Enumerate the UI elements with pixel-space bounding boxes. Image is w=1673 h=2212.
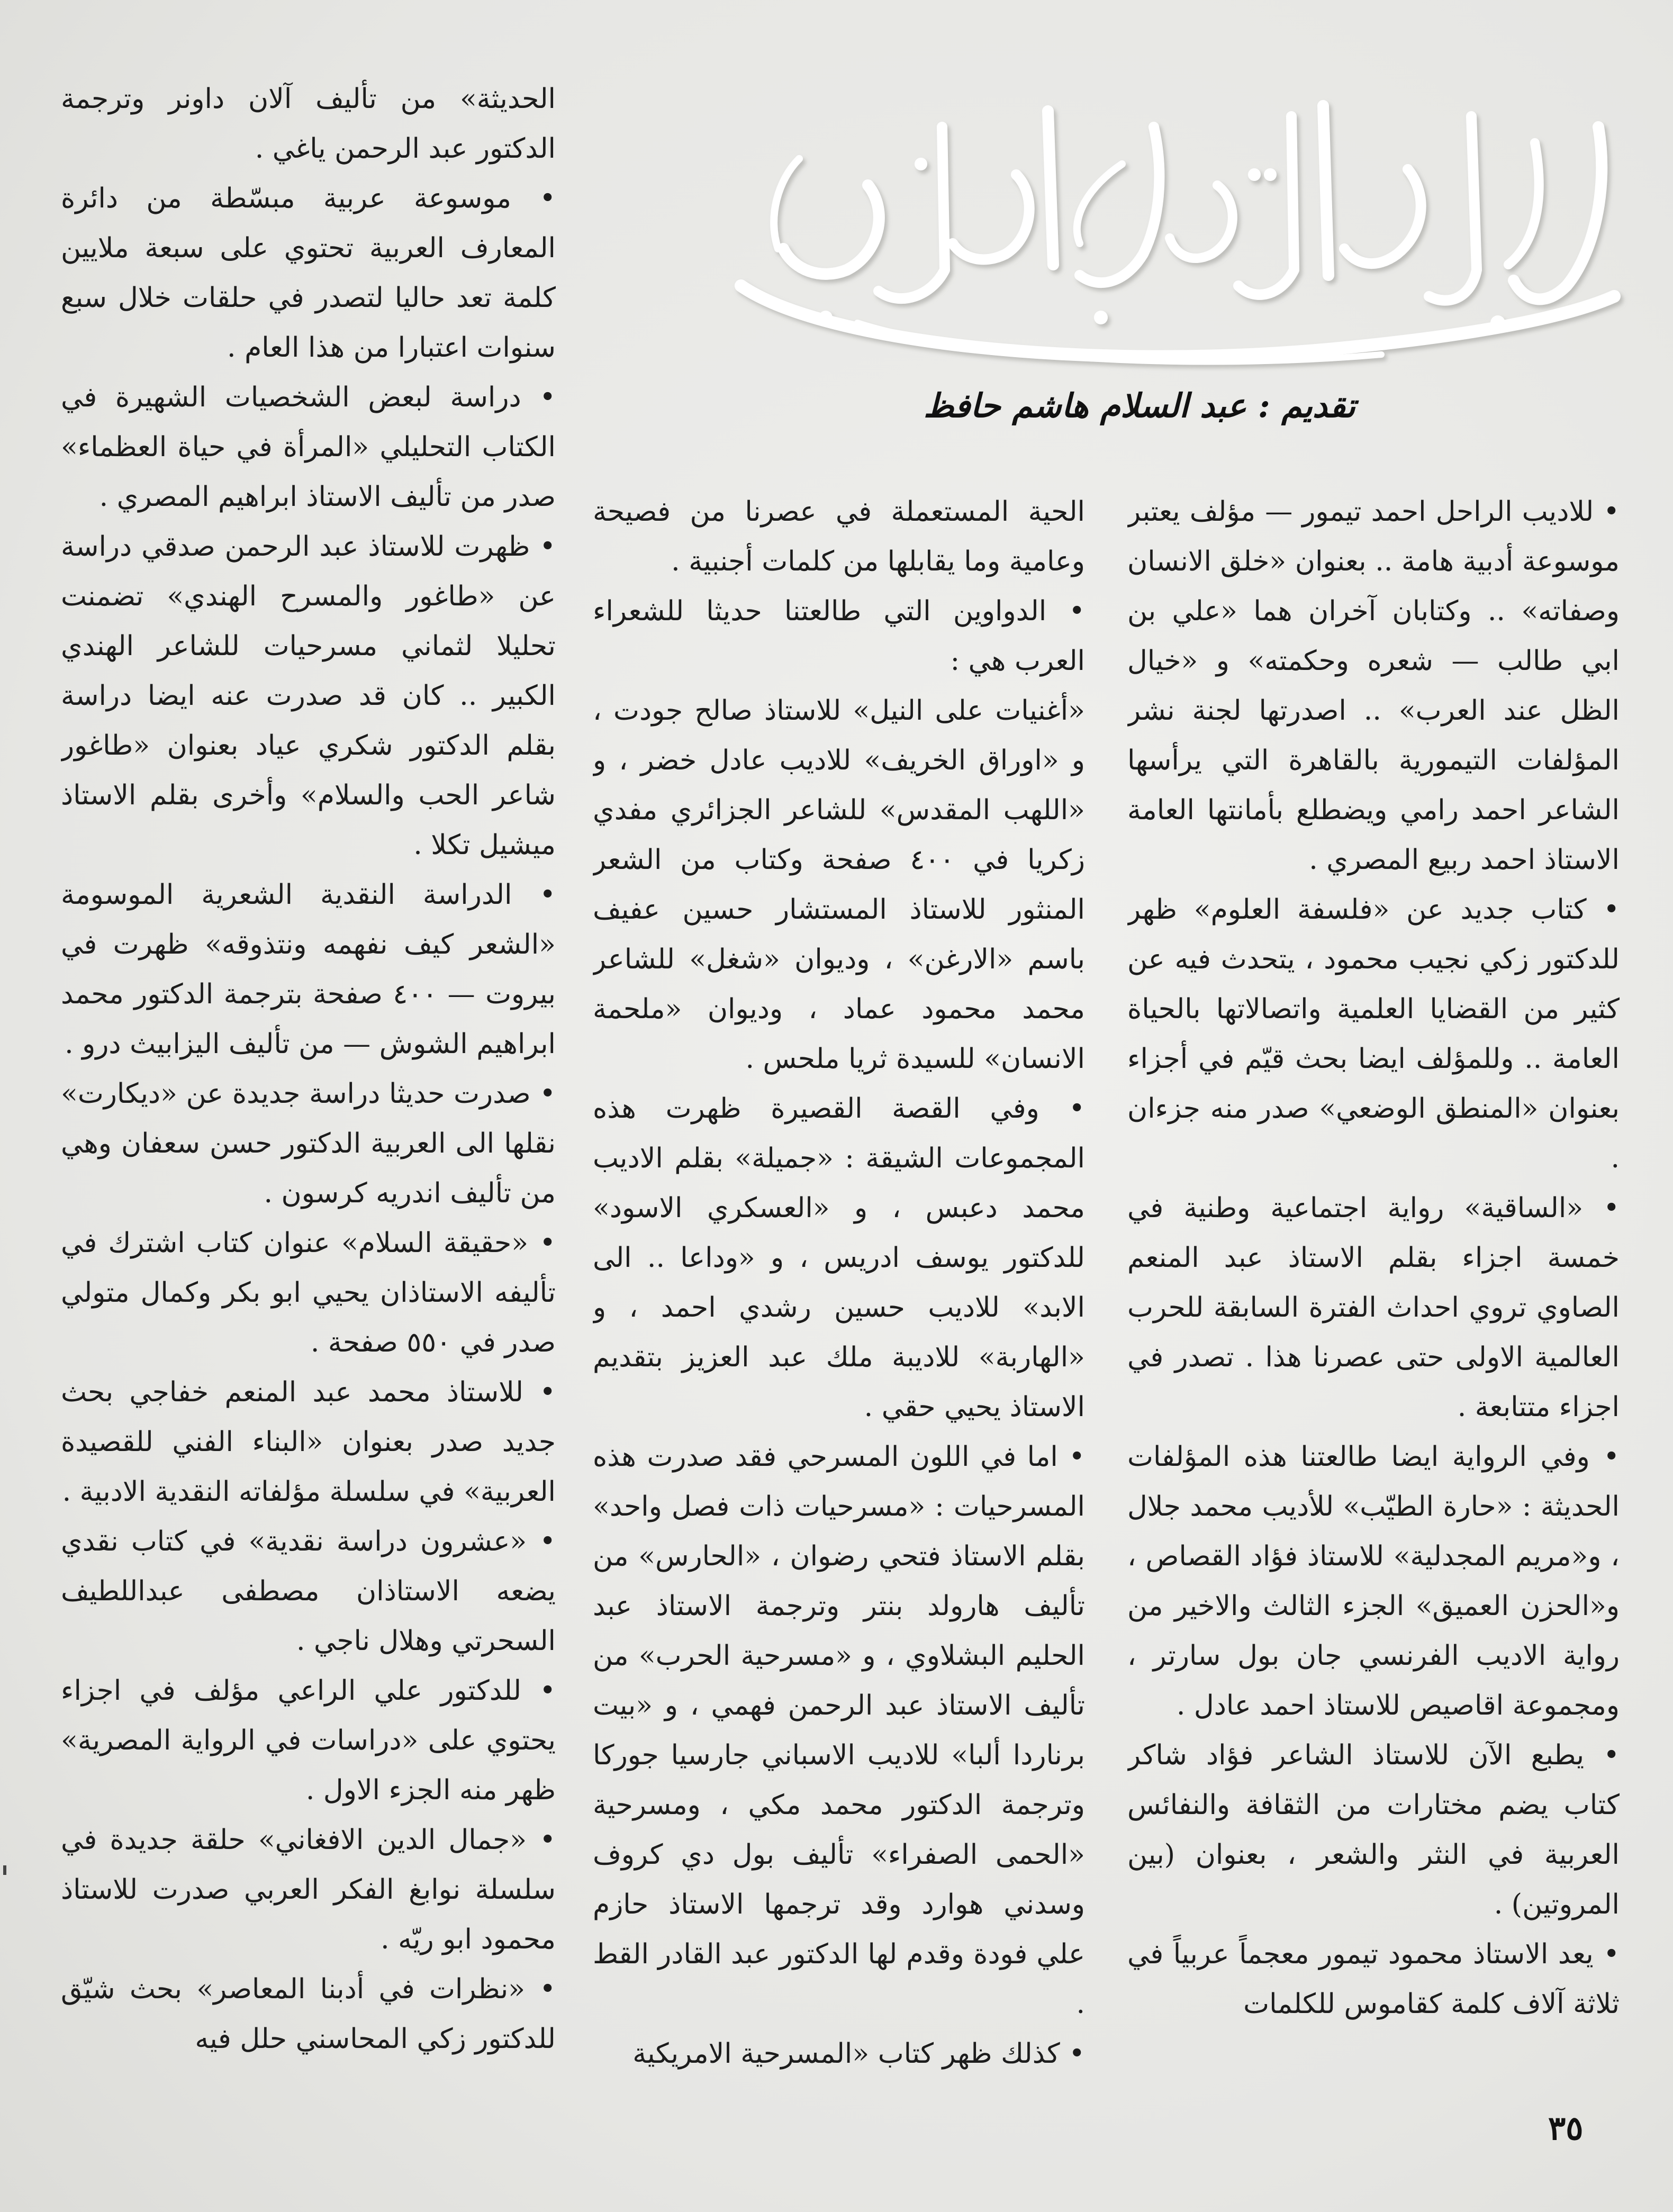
calligraphy-stroke: [774, 159, 799, 249]
calligraphy-dot: [1248, 168, 1261, 181]
news-item: • كتاب جديد عن «فلسفة العلوم» ظهر للدكتور زكي نجيب محمود ، يتحدث فيه عن كثير من القضايا العلمية واتصالاتها بالحياة العامة .. وللمؤلف ايضا بحث قيّم في أجزاء بعنوان «المنطق الوضعي» صدر منه جزءان .: [1127, 894, 1620, 1174]
calligraphy-stroke: [953, 175, 1029, 259]
news-item: • للاستاذ محمد عبد المنعم خفاجي بحث جديد صدر بعنوان «البناء الفني للقصيدة العربية» في سلسلة مؤلفاته النقدية الادبية .: [61, 1376, 556, 1508]
news-item: • وفي الرواية ايضا طالعتنا هذه المؤلفات الحديثة : «حارة الطيّب» للأديب محمد جلال ، و«مريم المجدلية» للاستاذ فؤاد القصاص ، و«الحزن العميق» الجزء الثالث والاخير من رواية الاديب الفرنسي جان بول سارتر ، ومجموعة اقاصيص للاستاذ احمد عادل .: [1127, 1441, 1620, 1721]
news-item: الحديثة» من تأليف آلان داونر وترجمة الدكتور عبد الرحمن ياغي .: [61, 83, 556, 165]
news-item: • «جمال الدين الافغاني» حلقة جديدة في سلسلة نوابغ الفكر العربي صدرت للاستاذ محمود ابو ريّه .: [61, 1824, 556, 1955]
news-item: • الدراسة النقدية الشعرية الموسومة «الشعر كيف نفهمه ونتذوقه» ظهرت في بيروت — ٤٠٠ صفحة بترجمة الدكتور محمد ابراهيم الشوش — من تأليف اليزابيث درو .: [61, 879, 556, 1060]
news-item: • «حقيقة السلام» عنوان كتاب اشترك في تأليفه الاستاذان يحيي ابو بكر وكمال متولي صدر في ٥٥٠ صفحة .: [61, 1227, 556, 1358]
news-item: • موسوعة عربية مبسّطة من دائرة المعارف العربية تحتوي على سبعة ملايين كلمة تعد حاليا لتصدر في حلقات خلال سبع سنوات اعتبارا من هذا العام .: [61, 183, 556, 364]
calligraphy-stroke: [1077, 164, 1122, 243]
column-right: [1127, 487, 1620, 2096]
news-item: • للدكتور علي الراعي مؤلف في اجزاء يحتوي على «دراسات في الرواية المصرية» ظهر منه الجزء الاول .: [61, 1675, 556, 1806]
news-item: • الدواوين التي طالعتنا حديثا للشعراء العرب هي :: [593, 595, 1085, 677]
news-item: • ظهرت للاستاذ عبد الرحمن صدقي دراسة عن «طاغور والمسرح الهندي» تضمنت تحليلا لثماني مسرحيات للشاعر الهندي الكبير .. كان قد صدرت عنه ايضا دراسة بقلم الدكتور شكري عياد بعنوان «طاغور شاعر الحب والسلام» وأخرى بقلم الاستاذ ميشيل تكلا .: [61, 531, 556, 861]
news-item: • «نظرات في أدبنا المعاصر» بحث شيّق للدكتور زكي المحاسني حلل فيه: [61, 1973, 556, 2055]
calligraphy-dot: [819, 311, 833, 324]
news-item: • يطبع الآن للاستاذ الشاعر فؤاد شاكر كتاب يضم مختارات من الثقافة والنفائس العربية في النثر والشعر ، بعنوان (بين المروتين) .: [1127, 1739, 1620, 1920]
calligraphy-stroke: [1323, 106, 1328, 275]
column-middle: [593, 487, 1085, 2096]
calligraphy-stroke: [1170, 185, 1233, 258]
news-item: • للاديب الراحل احمد تيمور — مؤلف يعتبر موسوعة أدبية هامة .. بعنوان «خلق الانسان وصفاته» .. وكتابان آخران هما «علي بن ابي طالب — شعره وحكمته» و «خيال الظل عند العرب» .. اصدرتها لجنة نشر المؤلفات التيمورية بالقاهرة التي يرأسها الشاعر احمد رامي ويضطلع بأمانتها العامة الاستاذ احمد ربيع المصري .: [1127, 496, 1620, 876]
news-item: الحية المستعملة في عصرنا من فصيحة وعامية وما يقابلها من كلمات أجنبية .: [593, 496, 1085, 577]
news-item: «أغنيات على النيل» للاستاذ صالح جودت ، و «اوراق الخريف» للاديب عادل خضر ، و «اللهب المقدس» للشاعر الجزائري مفدي زكريا في ٤٠٠ صفحة وكتاب من الشعر المنثور للاستاذ المستشار حسين عفيف باسم «الارغن» ، وديوان «شغل» للشاعر محمد محمود عماد ، وديوان «ملحمة الانسان» للسيدة ثريا ملحس .: [593, 695, 1085, 1075]
masthead-calligraphy: [720, 95, 1630, 392]
news-item: • وفي القصة القصيرة ظهرت هذه المجموعات الشيقة : «جميلة» بقلم الاديب محمد دعبس ، و «العسكري الاسود» للدكتور يوسف ادريس ، و «وداعا .. الى الابد» للاديب حسين رشدي احمد ، و «الهاربة» للاديبة ملك عبد العزيز بتقديم الاستاذ يحيي حقي .: [593, 1093, 1085, 1423]
calligraphy-dot: [915, 158, 927, 170]
calligraphy-dot: [1490, 315, 1505, 330]
margin-mark: [3, 1865, 6, 1875]
page-number: ٣٥: [1548, 2109, 1584, 2147]
news-item: • اما في اللون المسرحي فقد صدرت هذه المسرحيات : «مسرحيات ذات فصل واحد» بقلم الاستاذ فتحي رضوان ، «الحارس» من تأليف هارولد بنتر وترجمة الاستاذ عبد الحليم البشلاوي ، و «مسرحية الحرب» من تأليف الاستاذ عبد الرحمن فهمي ، و «بيت برناردا ألبا» للاديب الاسباني جارسيا جوركا وترجمة الدكتور محمد مكي ، ومسرحية «الحمى الصفراء» تأليف بول دي كروف وسدني هوارد وقد ترجمها الاستاذ حازم علي فودة وقدم لها الدكتور عبد القادر القط .: [593, 1441, 1085, 2020]
calligraphy-stroke: [879, 127, 945, 298]
calligraphy-stroke: [1080, 127, 1159, 283]
calligraphy-dot: [1094, 311, 1108, 324]
news-item: • «عشرون دراسة نقدية» في كتاب نقدي يضعه الاستاذان مصطفى عبداللطيف السحرتي وهلال ناجي .: [61, 1526, 556, 1657]
calligraphy-dot: [1264, 168, 1277, 181]
calligraphy-stroke: [1514, 127, 1602, 299]
news-item: • كذلك ظهر كتاب «المسرحية الامريكية: [632, 2038, 1085, 2070]
news-item: • صدرت حديثا دراسة جديدة عن «ديكارت» نقلها الى العربية الدكتور حسن سعفان وهي من تأليف اندريه كرسون .: [61, 1078, 556, 1209]
byline: تقديم : عبد السلام هاشم حافظ: [923, 386, 1355, 425]
calligraphy-stroke: [1238, 116, 1294, 295]
calligraphy-stroke: [1508, 143, 1539, 265]
calligraphy-stroke: [741, 286, 1614, 357]
column-left: [61, 74, 556, 2096]
news-item: • دراسة لبعض الشخصيات الشهيرة في الكتاب التحليلي «المرأة في حياة العظماء» صدر من تأليف الاستاذ ابراهيم المصري .: [61, 382, 556, 513]
calligraphy-stroke: [1344, 169, 1421, 264]
calligraphy-stroke: [1048, 111, 1053, 265]
calligraphy-stroke: [1429, 116, 1477, 301]
calligraphy-stroke: [783, 185, 879, 274]
news-item: • «الساقية» رواية اجتماعية وطنية في خمسة اجزاء بقلم الاستاذ عبد المنعم الصاوي تروي احداث الفترة السابقة للحرب العالمية الاولى حتى عصرنا هذا . تصدر في اجزاء متتابعة .: [1127, 1192, 1620, 1423]
news-item: • يعد الاستاذ محمود تيمور معجماً عربياً في ثلاثة آلاف كلمة كقاموس للكلمات: [1127, 1938, 1620, 2020]
